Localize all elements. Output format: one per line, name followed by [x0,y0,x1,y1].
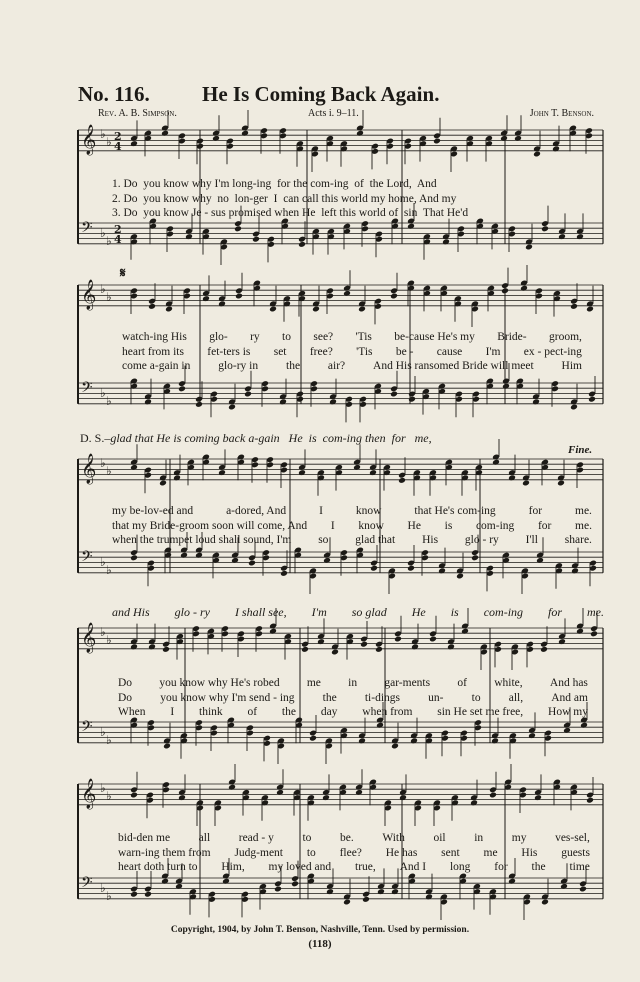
lyric-line: that my Bride-groom soon will come, And I know He is com-ing for me. [112,519,592,532]
note-head [588,396,596,403]
note-head [407,565,415,572]
system-5-lyrics [118,831,590,875]
note-head [195,401,203,408]
flat-icon: ♭ [100,555,106,569]
hymn-number: No. 116. [78,82,150,106]
note-head [130,554,138,561]
flat-icon: ♭ [106,633,112,647]
note-head [178,385,186,392]
flat-icon: ♭ [100,226,106,240]
note-head [280,570,288,577]
flat-icon: ♭ [100,386,106,400]
note-head [522,480,530,487]
lyricist: Rev. A. B. Simpson. [98,108,177,119]
bass-clef-icon: 𝄢 [81,379,93,400]
note-head [252,236,260,243]
flat-icon: ♭ [106,563,112,577]
flat-icon: ♭ [106,290,112,304]
composer: John T. Benson. [529,108,594,119]
note-head [274,886,282,893]
note-head [394,636,402,643]
note-head [540,646,548,653]
lyric-line: when the trumpet loud shall sound, I'm so glad that His glo - ry I'll share. [112,534,592,546]
lyric-line: Do you know why I'm send - ing the ti-dings un- to all, And am [118,691,588,704]
flat-icon: ♭ [100,456,106,470]
note-head [501,287,509,294]
note-head [159,480,167,487]
time-signature-bottom: 4 [114,233,122,246]
lyric-line: my be-lov-ed and a-dored, And I know that He's com-ing for me. [112,505,592,517]
note-head [533,151,541,158]
note-head [429,636,437,643]
note-head [390,293,398,300]
lyric-line: heart from its fet-ters is set free? 'Tis be - cause I'm ex - pect-ing [122,345,582,358]
ds-label: D. S. [80,431,105,445]
note-head [291,880,299,887]
lyric-line: warn-ing them from Judg-ment to flee? He has sent me His guests [118,846,590,859]
note-head [408,396,416,403]
note-head [471,554,479,561]
fine-mark: Fine. [568,444,593,456]
note-head [234,225,242,232]
note-head [298,241,306,248]
time-signature-top: 2 [114,130,122,143]
flat-icon: ♭ [106,135,112,149]
scripture-reference: Acts i. 9–11. [308,108,359,119]
flat-icon: ♭ [100,881,106,895]
note-head [312,306,320,313]
flat-icon: ♭ [100,127,106,141]
system-4-lyrics [118,676,588,720]
lyric-line: come a-gain in glo-ry in the air? And His ransomed Bride will meet Him [122,360,582,372]
time-signature-top: 2 [114,223,122,236]
note-head [360,641,368,648]
bass-clef-icon: 𝄢 [81,219,93,240]
time-signature-bottom: 4 [114,140,122,153]
note-head [398,477,406,484]
note-head [433,138,441,145]
note-head [370,565,378,572]
verse-3-line: 3. Do you know Je - sus promised when He left this world of sin That He'd [112,207,469,219]
note-head [375,646,383,653]
note-head [362,896,370,903]
note-head [456,573,464,580]
note-head [586,306,594,313]
flat-icon: ♭ [106,234,112,248]
flat-icon: ♭ [106,789,112,803]
note-head [586,797,594,804]
lyric-line: When I think of the day when from sin He set me free, How my [118,706,588,718]
note-head [570,303,578,310]
system-3-lyrics [112,504,592,548]
lyric-line: watch-ing His glo- ry to see? 'Tis be-cause He's my Bride- groom, [122,331,582,343]
note-head [541,225,549,232]
note-head [309,735,317,742]
note-head [144,891,152,898]
note-head [331,649,339,656]
treble-clef-icon: 𝄞 [81,125,97,155]
note-head [248,560,256,567]
note-head [228,404,236,411]
lyric-line: bid-den me all read - y to be. With oil in my ves-sel, [118,832,590,844]
note-head [541,899,549,906]
note-head [235,293,243,300]
note-head [579,886,587,893]
treble-clef-icon: 𝄞 [81,454,97,484]
bass-clef-icon: 𝄢 [81,718,93,739]
note-head [301,646,309,653]
note-head [489,792,497,799]
note-head [590,630,598,637]
treble-clef-icon: 𝄞 [81,779,97,809]
note-head [525,244,533,251]
segno-sign: 𝄋 [120,265,126,280]
note-head [162,646,170,653]
note-head [130,891,138,898]
treble-clef-icon: 𝄞 [81,280,97,310]
refrain-lyric: and His glo - ry I shall see, I'm so glad He is com-ing for me. [112,605,604,619]
flat-icon: ♭ [106,464,112,478]
note-head [557,480,565,487]
flat-icon: ♭ [100,781,106,795]
treble-clef-icon: 𝄞 [81,623,97,653]
lyric-line: heart doth turn to Him, my loved and true, And I long for the time [118,861,590,873]
note-head [165,306,173,313]
note-head [269,306,277,313]
note-head [244,391,252,398]
note-head [343,899,351,906]
copyright-notice: Copyright, 1904, by John T. Benson, Nashville, Tenn. Used by permission. [170,925,470,935]
flat-icon: ♭ [106,733,112,747]
note-head [570,404,578,411]
flat-icon: ♭ [100,625,106,639]
note-head [358,306,366,313]
flat-icon: ♭ [100,282,106,296]
flat-icon: ♭ [100,725,106,739]
flat-icon: ♭ [106,889,112,903]
note-head [163,743,171,750]
note-head [390,391,398,398]
note-head [391,743,399,750]
ds-lyric: –glad that He is coming back a-gain He is com-ing then for me, [104,431,432,445]
system-2-lyrics [122,330,582,374]
flat-icon: ♭ [106,394,112,408]
note-head [148,303,156,310]
bass-clef-icon: 𝄢 [81,874,93,895]
page-number: (118) [308,938,332,950]
verse-lines [112,177,600,221]
lyric-line: Do you know why He's robed me in gar-ments of white, And has [118,677,588,689]
verse-2-line: 2. Do you know why no lon-ger I can call this world my home, And my [112,192,457,205]
verse-1-line: 1. Do you know why I'm long-ing for the com-ing of the Lord, And [112,178,437,190]
note-head [130,792,138,799]
dal-segno-line [80,431,600,446]
hymn-title: He Is Coming Back Again. [202,82,440,106]
bass-clef-icon: 𝄢 [81,548,93,569]
